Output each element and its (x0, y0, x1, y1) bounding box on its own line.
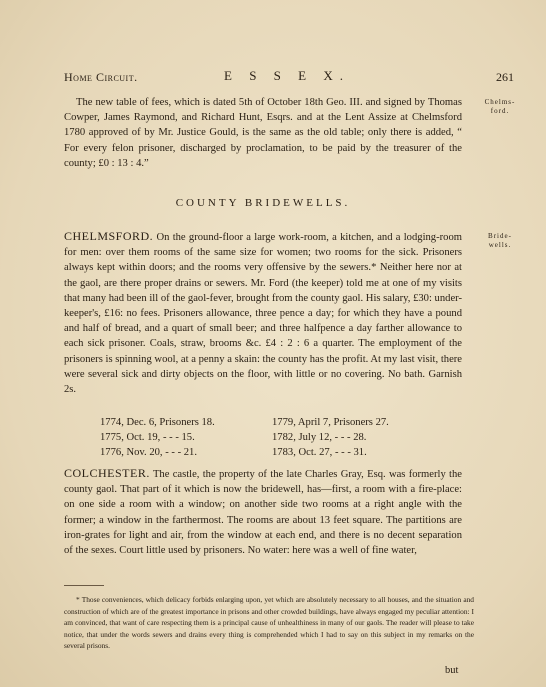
footnote: * Those conveniences, which delicacy forbids enlarging upon, yet which are absolutely necessary to all houses, and the situation and construction of which are of the greatest importance in prisons and other crowded buildings, have always engaged my peculiar attention: I am convinced, that want of care respecting them is a principal cause of unhealthiness in many of our gaols. The reader will please to take notice, that under the words sewers and drains every thing is comprehended which I had to say on this subject in my remarks on the several prisons. (64, 595, 474, 651)
chelmsford-paragraph (64, 229, 462, 397)
visit-entry: 1779, April 7, Prisoners 27. (272, 417, 389, 428)
place-name-colchester: COLCHESTER. (64, 466, 150, 480)
side-note-chelmsford (478, 98, 522, 116)
running-head-county: E S S E X. (224, 68, 350, 83)
visit-entry: 1775, Oct. 19, - - - 15. (100, 432, 195, 443)
visit-entry: 1776, Nov. 20, - - - 21. (100, 447, 197, 458)
colchester-paragraph (64, 466, 462, 558)
place-name-chelmsford: CHELMSFORD. (64, 229, 154, 243)
side-note-line: Chelms- (484, 98, 516, 106)
visit-entry: 1783, Oct. 27, - - - 31. (272, 447, 367, 458)
visits-row (100, 415, 440, 430)
visits-row (100, 445, 440, 460)
side-note-line: Bride- (488, 232, 512, 240)
side-note-bridewells (478, 232, 522, 250)
colchester-text: The castle, the property of the late Charles Gray, Esq. was formerly the county gaol. That part of it which is now the bridewell, has—first, a room with a fire-place: on one side a room with a window; on another side two rooms at a right angle with the former; a window in the farthermost. The rooms are about 13 feet square. The partitions are iron-grates for light and air, from the window at each end, and there is no decent separation of the sexes. Court little used by prisoners. No water: here was a well of fine water, (64, 469, 462, 557)
running-head-circuit: Home Circuit. (64, 70, 138, 84)
visit-entry: 1782, July 12, - - - 28. (272, 432, 367, 443)
visit-entry: 1774, Dec. 6, Prisoners 18. (100, 417, 215, 428)
running-head (64, 70, 514, 86)
visits-table (100, 415, 440, 460)
page-number: 261 (496, 70, 514, 84)
chelmsford-text: On the ground-floor a large work-room, a kitchen, and a lodging-room for men: over them rooms of the same size for women; two rooms for the sick. Prisoners always kept within doors; and the rooms very offensive by the sewers.* Neither here nor at the gaol, are there proper drains or sewers. Mr. Ford (the keeper) told me at one of my visits that many had been ill of the gaol-fever, brought from the county gaol. His salary, £30: under-keeper's, £16: no fees. Prisoners allowance, three pence a day; for which they have a pound and half of bread, and a quart of small beer; and three halfpence a day farther allowance to each sick prisoner. Coals, straw, brooms &c. £4 : 2 : 6 a quarter. The employment of the prisoners is spinning wool, at a penny a skain: the county has the profit. At my last visit, there were several sick and dirty objects on the floor, with little or no covering. No bath. Garnish 2s. (64, 232, 462, 396)
intro-paragraph: The new table of fees, which is dated 5th of October 18th Geo. III. and signed by Thomas Cowper, James Raymond, and Richard Hunt, Esqrs. and at the Lent Assize at Chelmsford 1780 approved of by Mr. Justice Gould, is the same as the old table; only there is added, “ For every felon prisoner, discharged by proclamation, to be paid by the treasurer of the county; £0 : 13 : 4.” (64, 97, 462, 169)
catchword: but (445, 665, 459, 676)
footnote-rule (64, 585, 104, 586)
section-heading: COUNTY BRIDEWELLS. (175, 197, 351, 209)
visits-row (100, 430, 440, 445)
side-note-line: ford. (490, 107, 510, 115)
side-note-line: wells. (488, 241, 512, 249)
